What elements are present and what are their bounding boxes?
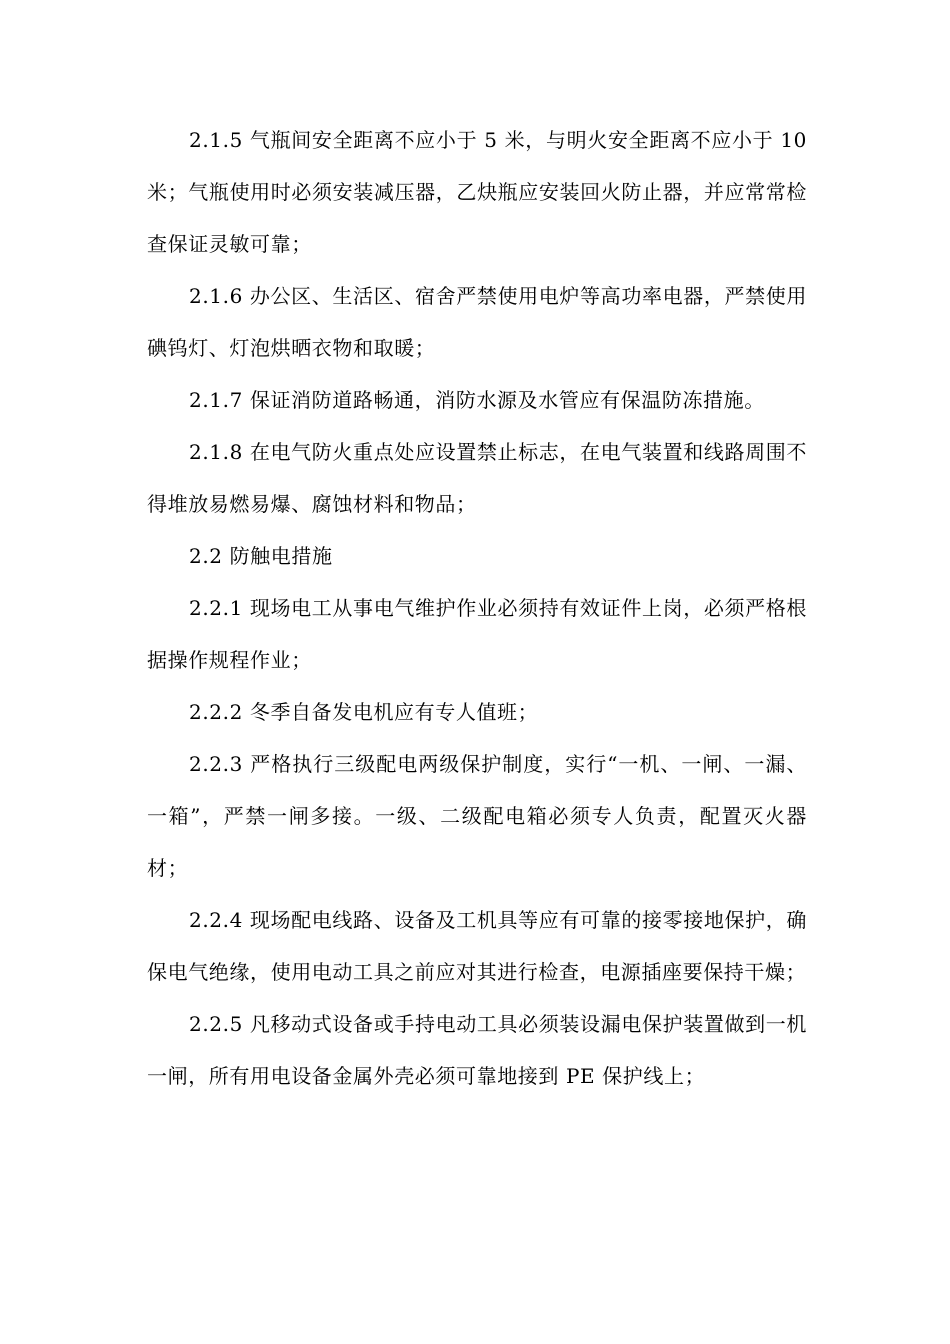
paragraph-2-1-8: 2.1.8 在电气防火重点处应设置禁止标志，在电气装置和线路周围不得堆放易燃易爆、腐蚀材料和物品；	[147, 440, 807, 516]
document-body	[147, 114, 807, 1102]
section-heading-2-2: 2.2 防触电措施	[189, 544, 333, 568]
paragraph-2-2-4: 2.2.4 现场配电线路、设备及工机具等应有可靠的接零接地保护，确保电气绝缘，使用电动工具之前应对其进行检查，电源插座要保持干燥；	[147, 908, 807, 984]
paragraph-2-1-7: 2.1.7 保证消防道路畅通，消防水源及水管应有保温防冻措施。	[189, 388, 765, 412]
paragraph-2-1-5: 2.1.5 气瓶间安全距离不应小于 5 米，与明火安全距离不应小于 10 米；气瓶使用时必须安装减压器，乙炔瓶应安装回火防止器，并应常常检查保证灵敏可靠；	[147, 128, 807, 256]
paragraph-2-2-3: 2.2.3 严格执行三级配电两级保护制度，实行“一机、一闸、一漏、一箱”，严禁一闸多接。一级、二级配电箱必须专人负责，配置灭火器材；	[147, 752, 807, 880]
paragraph-2-2-2: 2.2.2 冬季自备发电机应有专人值班；	[189, 700, 539, 724]
paragraph-2-1-6: 2.1.6 办公区、生活区、宿舍严禁使用电炉等高功率电器，严禁使用碘钨灯、灯泡烘晒衣物和取暖；	[147, 284, 807, 360]
paragraph-2-2-5: 2.2.5 凡移动式设备或手持电动工具必须装设漏电保护装置做到一机一闸，所有用电设备金属外壳必须可靠地接到 PE 保护线上；	[147, 1012, 807, 1088]
paragraph-2-2-1: 2.2.1 现场电工从事电气维护作业必须持有效证件上岗，必须严格根据操作规程作业；	[147, 596, 807, 672]
